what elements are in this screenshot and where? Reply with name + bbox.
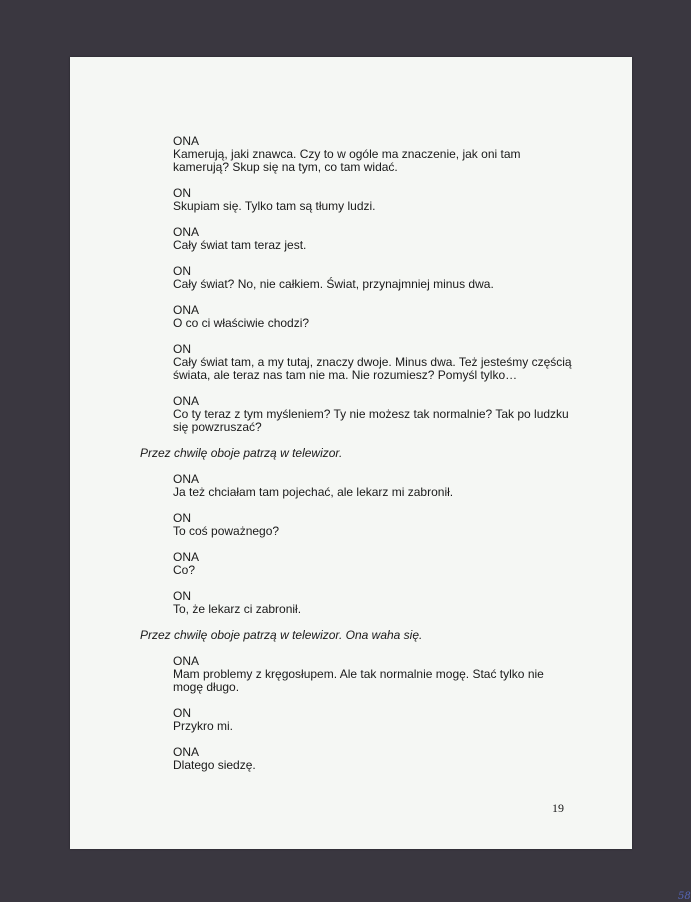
- speaker-name: ONA: [173, 134, 200, 148]
- dialogue-line: Cały świat? No, nie całkiem. Świat, przynajmniej minus dwa.: [173, 277, 494, 291]
- dialogue-line: Przykro mi.: [173, 719, 233, 733]
- dialogue-block: [173, 551, 573, 577]
- dialogue-line: Cały świat tam, a my tutaj, znaczy dwoje. Minus dwa. Też jesteśmy częścią świata, ale teraz nas tam nie ma. Nie rozumiesz? Pomyśl tylko…: [173, 355, 572, 382]
- speaker-name: ONA: [173, 745, 200, 759]
- speaker-name: ON: [173, 706, 191, 720]
- speaker-name: ONA: [173, 394, 200, 408]
- dialogue-block: [173, 226, 573, 252]
- dialogue-line: To coś poważnego?: [173, 524, 280, 538]
- dialogue-line: Kamerują, jaki znawca. Czy to w ogóle ma znaczenie, jak oni tam kamerują? Skup się na tym, co tam widać.: [173, 147, 521, 174]
- dialogue-line: Dlatego siedzę.: [173, 758, 256, 772]
- dialogue-block: [173, 512, 573, 538]
- speaker-name: ONA: [173, 303, 200, 317]
- dialogue-block: [173, 590, 573, 616]
- dialogue-line: O co ci właściwie chodzi?: [173, 316, 310, 330]
- dialogue-block: [173, 304, 573, 330]
- script-content: [70, 135, 632, 785]
- dialogue-line: To, że lekarz ci zabronił.: [173, 602, 302, 616]
- dialogue-line: Mam problemy z kręgosłupem. Ale tak normalnie mogę. Stać tylko nie mogę długo.: [173, 667, 544, 694]
- stage-direction: Przez chwilę oboje patrzą w telewizor. Ona waha się.: [140, 628, 423, 642]
- dialogue-block: [173, 707, 573, 733]
- speaker-name: ONA: [173, 225, 200, 239]
- dialogue-block: [173, 395, 573, 434]
- speaker-name: ON: [173, 342, 191, 356]
- dialogue-line: Cały świat tam teraz jest.: [173, 238, 307, 252]
- dialogue-line: Co?: [173, 563, 196, 577]
- speaker-name: ON: [173, 186, 191, 200]
- script-page: [70, 57, 691, 902]
- dialogue-block: [173, 473, 573, 499]
- speaker-name: ONA: [173, 472, 200, 486]
- stage-direction: Przez chwilę oboje patrzą w telewizor.: [140, 446, 343, 460]
- dialogue-line: Ja też chciałam tam pojechać, ale lekarz mi zabronił.: [173, 485, 454, 499]
- page-number: 19: [552, 801, 564, 815]
- dialogue-line: Co ty teraz z tym myśleniem? Ty nie możesz tak normalnie? Tak po ludzku się powzruszać?: [173, 407, 569, 434]
- speaker-name: ONA: [173, 550, 200, 564]
- dialogue-block: [173, 655, 573, 694]
- speaker-name: ONA: [173, 654, 200, 668]
- dialogue-line: Skupiam się. Tylko tam są tłumy ludzi.: [173, 199, 376, 213]
- dialogue-block: [173, 343, 573, 382]
- dialogue-block: [173, 746, 573, 772]
- speaker-name: ON: [173, 511, 191, 525]
- speaker-name: ON: [173, 264, 191, 278]
- dialogue-block: [173, 265, 573, 291]
- archive-handwritten-number: 58: [678, 891, 691, 902]
- dialogue-block: [173, 187, 573, 213]
- speaker-name: ON: [173, 589, 191, 603]
- dialogue-block: [173, 135, 573, 174]
